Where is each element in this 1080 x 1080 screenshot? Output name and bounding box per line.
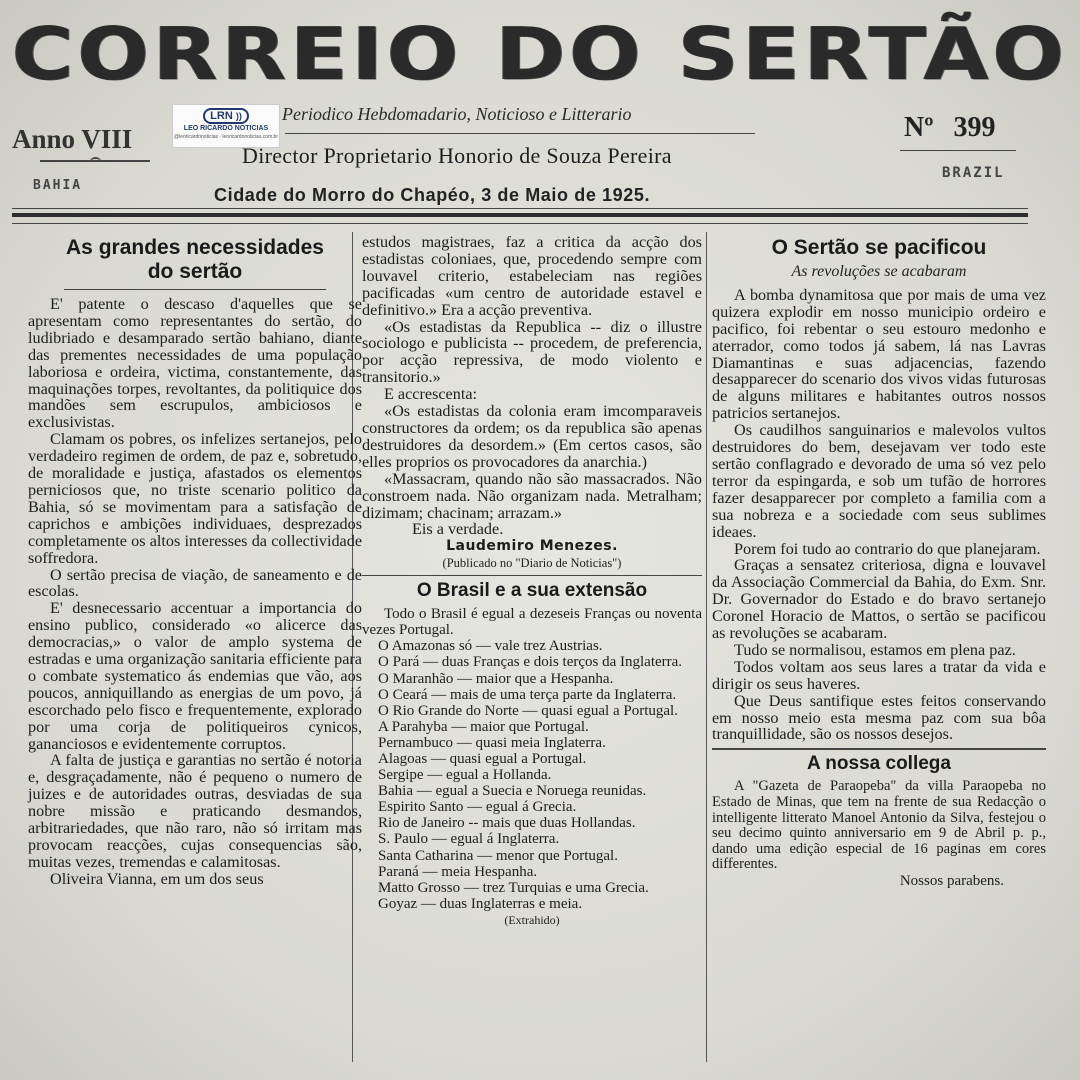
list-item: O Amazonas só — vale trez Austrias. — [378, 638, 603, 655]
header-rule-thick — [12, 213, 1028, 217]
country-label: BRAZIL — [942, 165, 1005, 181]
article-title: O Sertão se pacificou — [771, 236, 987, 259]
article-paragraph: Porem foi tudo ao contrario do que planejaram. — [734, 539, 1041, 558]
article-paragraph: «Os estadistas da colonia eram imcomparaveis constructores da ordem; os da republica são apenas destruidores da desordem.» (Em certos casos, são elles proprios os provocadores da anarchia.) — [362, 402, 702, 471]
number-rule — [900, 150, 1016, 151]
logo-name: LEO RICARDO NOTICIAS — [183, 125, 269, 132]
article-paragraph: Oliveira Vianna, em um dos seus — [50, 869, 264, 888]
column-divider — [706, 232, 707, 1062]
list-item: O Pará — duas Franças e dois terços da Inglaterra. — [378, 654, 683, 671]
ornament-divider — [40, 160, 150, 162]
periodical-description: Periodico Hebdomadario, Noticioso e Litterario — [282, 104, 632, 124]
state-label: BAHIA — [33, 178, 83, 193]
article-paragraph: E' desnecessario accentuar a importancia do ensino publico, considerado «o alicerce das democracias,» o valor de amplo systema de estradas e uma organização sanitaria efficiente para o combate systematico ás endemias que vão, aos poucos, anniquillando as energias de um povo, já escorchado pelo fisco e frequentemente, explorado por uma corja de politiqueiros cynicos, gananciosos e evidentemente corruptos. — [28, 599, 362, 753]
article-paragraph: Clamam os pobres, os infelizes sertanejos, pelo verdadeiro regimen de ordem, de paz e, sobretudo, de moralidade e justiça, afastados os elementos perniciosos que, no triste scenario politico da Bahia, só se movimentam para a satisfação de caprichos e ambições individuaes, desprezados completamente os altos interesses da collectividade soffredora. — [28, 430, 362, 567]
article-paragraph: Eis a verdade. — [412, 520, 504, 539]
column-3 — [712, 234, 1046, 890]
header-rule-thin-bottom — [12, 223, 1028, 224]
article-paragraph: A "Gazeta de Paraopeba" da villa Paraopeba no Estado de Minas, que tem na frente de sua Redacção o intelligente litterato Manoel Antonio da Silva, festejou o seu decimo quinto anniversario em 9 de Abril p. p., dando uma edição especial de 16 paginas em cores differentes. — [712, 778, 1046, 873]
article-paragraph: Que Deus santifique estes feitos conservando em nosso meio esta mesma paz com sua bôa tranquillidade, são os nossos desejos. — [712, 691, 1046, 744]
list-item: O Maranhão — maior que a Hespanha. — [378, 670, 614, 687]
issue-number — [904, 112, 995, 144]
article-paragraph: A bomba dynamitosa que por mais de uma vez quizera explodir em nosso municipio ordeiro e pacifico, foi rebentar o seu estouro medonho e aterrador, como todos já sabem, lá nas Lavras Diamantinas e suas adjacencias, fazendo desapparecer do scenario dos vivos vidas futurosas de alguns militares e habitantes outros nossos patricios sertanejos. — [712, 285, 1046, 423]
issue-number-value: 399 — [953, 112, 996, 143]
article-paragraph: Graças a sensatez criteriosa, digna e louvavel da Associação Commercial da Bahia, do Exm. Snr. Dr. Governador do Estado e do bravo sertanejo Coronel Horacio de Mattos, o sertão se pacificou as revoluções se acabaram. — [712, 556, 1046, 643]
author-signature: Laudemiro Menezes. — [446, 538, 618, 555]
list-item: Sergipe — egual a Hollanda. — [378, 767, 552, 784]
article-paragraph: A falta de justiça e garantias no sertão é notoria e, desgraçadamente, não é pequeno o numero de juizes e de autoridades outras, desviadas de sua nobre missão e praticando desmandos, arbitrariedades, que não raro, não só irritam mas provocam reacções, cujas consequencias são, muitas vezes, tremendas e calamitosas. — [28, 751, 362, 871]
article-title: A nossa collega — [807, 753, 951, 775]
list-item: Santa Catharina — menor que Portugal. — [378, 847, 618, 864]
list-item: Espirito Santo — egual á Grecia. — [378, 799, 577, 816]
masthead — [0, 0, 1080, 108]
list-item: Paraná — meia Hespanha. — [378, 863, 538, 880]
source-note: (Extrahido) — [504, 912, 560, 927]
article-paragraph: Todos voltam aos seus lares a tratar da vida e dirigir os seus haveres. — [712, 657, 1046, 693]
article-paragraph: E' patente o descaso d'aquelles que se apresentam como representantes do sertão, do ludibriado e desamparado sertão bahiano, diante das prementes necessidades de uma população laboriosa e ordeira, victima, constantemente, das maquinações torpes, revoltantes, da politiquice dos mandões sem escrupulos, ambiciosos e exclusivistas. — [28, 295, 362, 432]
header-rule-thin — [12, 208, 1028, 209]
subtitle-rule — [285, 133, 755, 134]
article-paragraph: «Os estadistas da Republica -- diz o illustre sociologo e publicista -- procedem, de preferencia, por acção repressiva, de modo violento e transitorio.» — [362, 317, 702, 387]
newspaper-title: CORREIO DO SERTÃO — [11, 11, 1069, 96]
volume-label: Anno VIII — [12, 124, 133, 154]
list-item: Alagoas — quasi egual a Portugal. — [378, 750, 587, 767]
article-paragraph: «Massacram, quando não são massacrados. Não constroem nada. Não organizam nada. Metralham; dizimam; chacinam; arrazam.» — [362, 469, 702, 522]
article-paragraph: E accrescenta: — [384, 385, 478, 404]
list-item: Pernambuco — quasi meia Inglaterra. — [378, 734, 606, 751]
article-rule — [712, 748, 1046, 750]
logo-social: @leoricardonoticias · leoricardonoticias.com.br — [173, 134, 278, 140]
director-line: Director Proprietario Honorio de Souza Pereira — [242, 143, 672, 168]
article-title: O Brasil e a sua extensão — [416, 580, 648, 602]
channel-logo — [172, 104, 280, 148]
dateline: Cidade do Morro do Chapéo, 3 de Maio de 1925. — [214, 185, 651, 205]
article-paragraph: Tudo se normalisou, estamos em plena paz. — [734, 640, 1016, 659]
list-item: O Rio Grande do Norte — quasi egual a Portugal. — [378, 702, 678, 719]
number-sign: Nº — [904, 112, 934, 143]
closing-line: Nossos parabens. — [899, 872, 1004, 889]
column-2 — [362, 234, 702, 929]
list-item: Bahia — egual a Suecia e Noruega reunidas. — [378, 783, 647, 800]
article-paragraph: O sertão precisa de viação, de saneamento e de escolas. — [28, 565, 362, 601]
article-rule — [362, 575, 702, 576]
list-item: Rio de Janeiro -- mais que duas Hollandas. — [378, 815, 636, 832]
column-1 — [28, 234, 362, 888]
article-paragraph: estudos magistraes, faz a critica da acção dos estadistas coloniaes, que, procedendo sempre com louvavel criterio, estabeleciam nas regiões pacificadas «um centro de autoridade estavel e definitivo.» Era a acção preventiva. — [362, 233, 702, 319]
list-item: Goyaz — duas Inglaterras e meia. — [378, 895, 583, 912]
list-item: Matto Grosso — trez Turquias e uma Grecia. — [378, 879, 649, 896]
title-rule — [64, 289, 326, 290]
list-item: S. Paulo — egual á Inglaterra. — [378, 831, 560, 848]
list-item: A Parahyba — maior que Portugal. — [378, 718, 589, 735]
logo-mark: LRN )) — [203, 108, 249, 124]
article-title: As grandes necessidades do sertão — [66, 236, 324, 283]
list-intro: Todo o Brasil é egual a dezeseis Franças ou noventa vezes Portugal. — [362, 606, 702, 639]
list-item: O Ceará — mais de uma terça parte da Inglaterra. — [378, 686, 677, 703]
article-paragraph: Os caudilhos sanguinarios e malevolos vultos destruidores do bem, desejavam ver todo este sertão conflagrado e devorado de uma só vez pelo terror da espingarda, e sob um tufão de horrores fazer desapparecer por completo a familia com a sua nobreza e a sociedade com seus sublimes ideaes. — [712, 421, 1046, 541]
extension-list — [362, 606, 702, 912]
article-subtitle: As revoluções se acabaram — [791, 263, 967, 280]
source-note: (Publicado no "Diario de Noticias") — [442, 556, 622, 571]
